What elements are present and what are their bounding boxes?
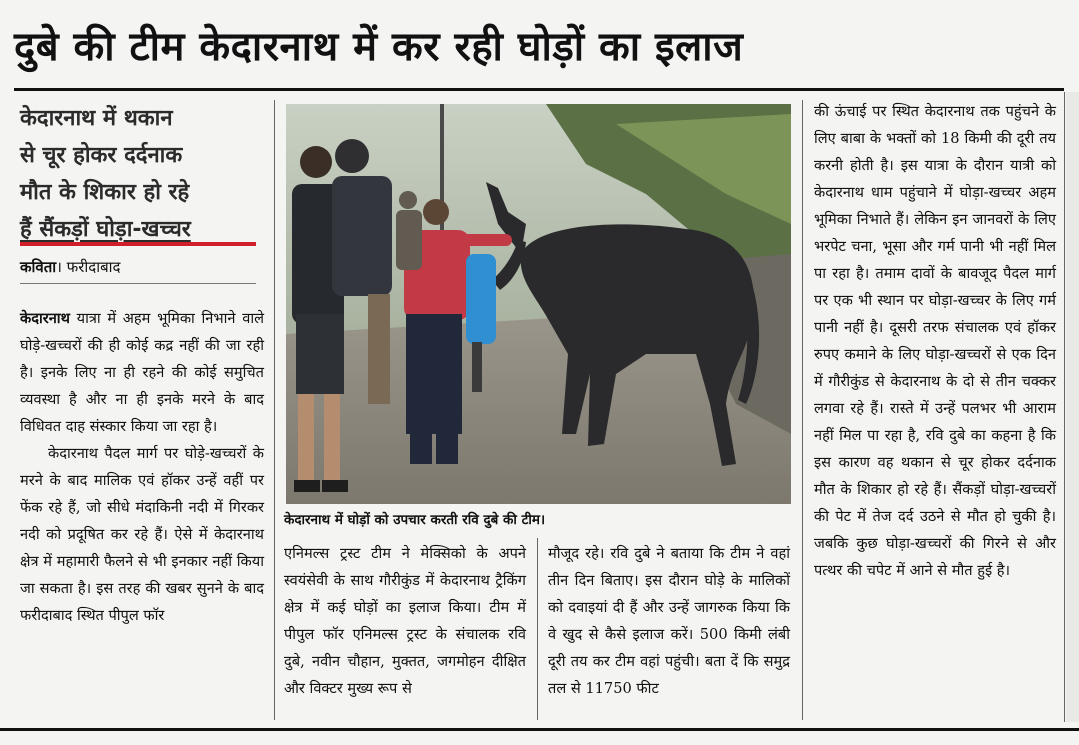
article-paragraph [20, 305, 264, 440]
news-photo [286, 104, 791, 504]
byline [20, 256, 121, 278]
subhead-line: हैं सैंकड़ों घोड़ा-खच्चर [20, 217, 191, 242]
article-paragraph: एनिमल्स ट्रस्ट टीम ने मेक्सिको के अपने स्वयंसेवी के साथ गौरीकुंड में केदारनाथ ट्रैकिंग क्षेत्र में कई घोड़ों का इलाज किया। टीम में पीपुल फॉर एनिमल्स ट्रस्ट के संचालक रवि दुबे, नवीन चौहान, मुक्तत, जगमोहन दीक्षित और विक्टर मुख्य रूप से [284, 545, 526, 697]
article-column-2 [284, 540, 526, 702]
photo-caption: केदारनाथ में घोड़ों को उपचार करती रवि दुबे की टीम। [284, 512, 546, 528]
subhead-line: से चूर होकर दर्दनाक [20, 143, 183, 168]
byline-location: । फरीदाबाद [56, 258, 121, 276]
article-paragraph: केदारनाथ पैदल मार्ग पर घोड़े-खच्चरों के मरने के बाद मालिक एवं हॉकर उन्हें वहीं पर फेंक रहे हैं, जो सीधे मंदाकिनी नदी में गिरकर नदी को प्रदूषित कर रहे हैं। ऐसे में केदारनाथ क्षेत्र में महामारी फैलने से भी इनकार नहीं किया जा सकता है। इस तरह की खबर सुनने के बाद फरीदाबाद स्थित पीपुल फॉर [20, 445, 264, 624]
subheadline [20, 100, 260, 248]
article-column-1 [20, 305, 264, 629]
subhead-line: केदारनाथ में थकान [20, 106, 173, 131]
column-divider [274, 100, 275, 720]
article-column-3 [548, 540, 790, 702]
subhead-accent-rule [20, 242, 256, 246]
horse-treatment-photo [286, 104, 791, 504]
paragraph-text: यात्रा में अहम भूमिका निभाने वाले घोड़े-खच्चरों की ही कोई कद्र नहीं की जा रही है। इनके लिए ना ही रहने की कोई समुचित व्यवस्था है और ना ही इनके मरने के बाद विधिवत दाह संस्कार किया जा रहा है। [20, 310, 264, 435]
column-divider [802, 100, 803, 720]
byline-rule [20, 283, 256, 284]
bottom-rule [0, 728, 1079, 731]
adjacent-page-edge [1066, 92, 1079, 722]
article-paragraph: मौजूद रहे। रवि दुबे ने बताया कि टीम ने वहां तीन दिन बिताए। इस दौरान घोड़े के मालिकों को दवाइयां दी हैं और उन्हें जागरुक किया कि वे खुद से कैसे इलाज करें। 500 किमी लंबी दूरी तय कर टीम वहां पहुंची। बता दें कि समुद्र तल से 11750 फीट [548, 545, 790, 697]
article-column-4 [814, 98, 1056, 584]
byline-author: कविता [20, 258, 57, 276]
lead-word: केदारनाथ [20, 310, 70, 327]
column-divider [537, 538, 538, 720]
subhead-line: मौत के शिकार हो रहे [20, 180, 190, 205]
article-paragraph: की ऊंचाई पर स्थित केदारनाथ तक पहुंचने के लिए बाबा के भक्तों को 18 किमी की दूरी तय करनी होती है। इस यात्रा के दौरान यात्री को केदारनाथ धाम पहुंचाने में घोड़ा-खच्चर अहम भूमिका निभाते हैं। लेकिन इन जानवरों के लिए भरपेट चना, भूसा और गर्म पानी भी नहीं मिल पा रहा है। तमाम दावों के बावजूद पैदल मार्ग पर एक भी स्थान पर घोड़ा-खच्चर के लिए गर्म पानी नहीं है। दूसरी तरफ संचालक एवं हॉकर रुपए कमाने के लिए घोड़ा-खच्चरों से एक दिन में गौरीकुंड से केदारनाथ के दो से तीन चक्कर लगवा रहे हैं। रास्ते में उन्हें पलभर भी आराम नहीं मिल पा रहा है, रवि दुबे का कहना है कि इस कारण वह थकान से चूर होकर दर्दनाक मौत के शिकार हो रहे हैं। सैंकड़ों घोड़ा-खच्चरों की पेट में तेज दर्द उठने से मौत हो चुकी है। जबकि कुछ घोड़ा-खच्चरों की गिरने से और पत्थर की चपेट में आने से मौत हुई है। [814, 103, 1056, 579]
headline-rule [14, 88, 1064, 91]
page-edge-rule [1064, 92, 1065, 722]
headline: दुबे की टीम केदारनाथ में कर रही घोड़ों का इलाज [14, 24, 744, 70]
